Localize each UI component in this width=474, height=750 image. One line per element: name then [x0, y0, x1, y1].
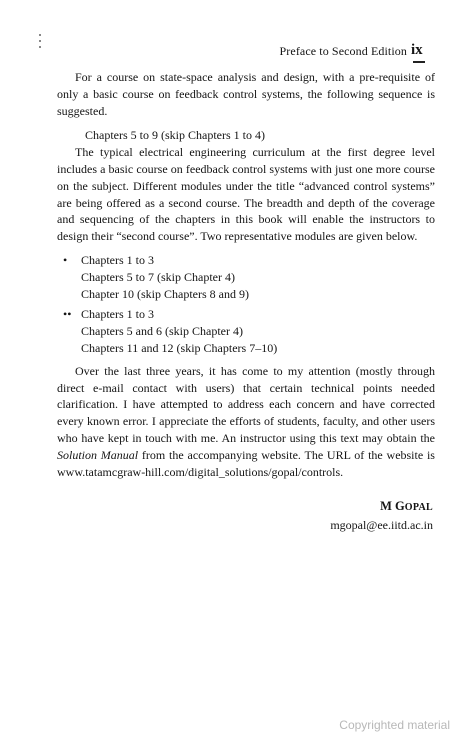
copyright-notice: Copyrighted material — [339, 718, 450, 732]
paragraph-acknowledgement — [57, 363, 435, 481]
module-line: Chapters 11 and 12 (skip Chapters 7–10) — [81, 340, 278, 355]
author-email: mgopal@ee.iitd.ac.in — [330, 518, 433, 533]
page-number-underline — [413, 61, 425, 63]
page-number: ix — [411, 42, 423, 58]
module-line: Chapter 10 (skip Chapters 8 and 9) — [81, 286, 249, 301]
author-name — [57, 498, 433, 517]
module-line: Chapters 5 to 7 (skip Chapter 4) — [81, 269, 235, 284]
module-item — [57, 252, 435, 302]
acknowledgement-url-text: from the accompanying website. The URL of the website is www.tatamcgraw-hill.com/digital_solutions/gopal/controls. — [57, 447, 435, 479]
bullet-marker: •• — [63, 307, 72, 322]
module-item — [57, 306, 435, 356]
signature-block — [57, 498, 435, 534]
sequence-state-space: Chapters 5 to 9 (skip Chapters 1 to 4) — [85, 128, 265, 143]
module-line: Chapters 1 to 3 — [81, 252, 154, 267]
paragraph-state-space: For a course on state-space analysis and design, with a pre-requisite of only a basic course on feedback control systems, the following sequence is suggested. — [57, 70, 435, 118]
author-name-initial: M G — [380, 499, 405, 514]
paragraph-curriculum: The typical electrical engineering curriculum at the first degree level includes a basic course on feedback control systems with just one more course on the subject. Different modules under the title “advanced control systems” are being offered as a second course. The breadth and depth of the coverage and sequencing of the chapters in this book will enable the instructors to design their “second course”. Two representative modules are given below. — [57, 145, 435, 244]
module-list — [57, 252, 435, 357]
module-line: Chapters 1 to 3 — [81, 307, 154, 322]
running-head: Preface to Second Edition — [279, 44, 407, 58]
page-header — [0, 44, 474, 68]
bullet-marker: • — [63, 252, 68, 267]
acknowledgement-text: Over the last three years, it has come to my attention (mostly through direct e-mail contact with users) that certain technical points needed clarification. I have attempted to address each concern and have corrected every known error. I appreciate the efforts of students, faculty, and other users who have kept in touch with me. An instructor using this text may obtain the — [57, 363, 435, 445]
preface-body — [57, 69, 435, 534]
author-name-rest: OPAL — [404, 502, 433, 514]
module-line: Chapters 5 and 6 (skip Chapter 4) — [81, 324, 243, 339]
solution-manual-title: Solution Manual — [57, 447, 139, 462]
